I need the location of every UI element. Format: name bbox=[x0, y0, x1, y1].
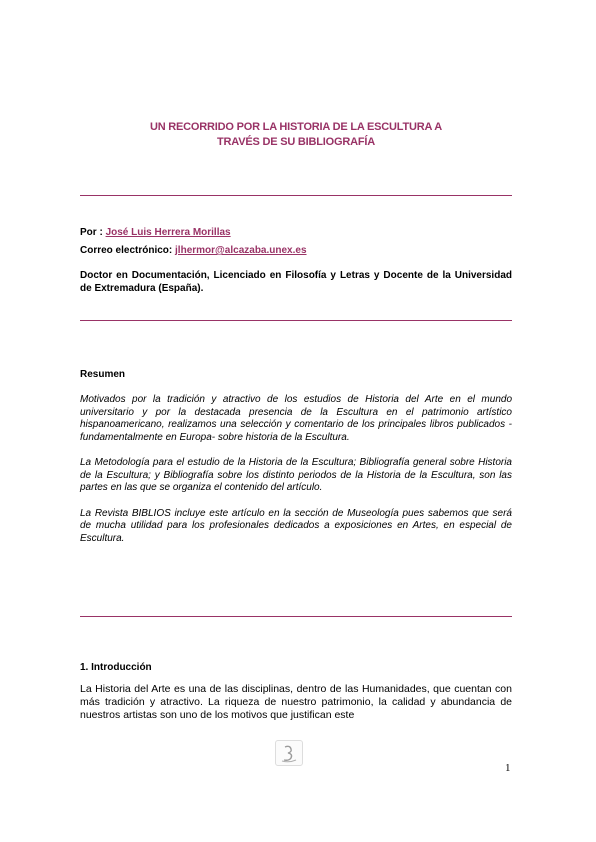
divider-rule bbox=[80, 195, 512, 196]
abstract-paragraph: Motivados por la tradición y atractivo de los estudios de Historia del Arte en el mundo universitario y por la destacada presencia de la Escultura en el patrimonio artístico hispanoamericano, realizamos una selección y comentario de los principales libros publicados -fundamentalmente en Europa- sobre historia de la Escultura. bbox=[80, 394, 512, 443]
abstract-paragraph: La Metodología para el estudio de la Historia de la Escultura; Bibliografía general sobre Historia de la Escultura; y Bibliografía sobre los distinto periodos de la Historia de la Escultura, son las partes en las que se organiza el contenido del artículo. bbox=[80, 457, 512, 493]
title-line-1: UN RECORRIDO POR LA HISTORIA DE LA ESCULTURA A bbox=[149, 121, 443, 133]
email-link[interactable]: jlhermor@alcazaba.unex.es bbox=[175, 245, 307, 256]
author-link[interactable]: José Luis Herrera Morillas bbox=[105, 227, 231, 238]
author-credentials: Doctor en Documentación, Licenciado en Filosofía y Letras y Docente de la Universidad de Extremadura (España). bbox=[80, 270, 512, 294]
abstract-heading: Resumen bbox=[80, 369, 126, 380]
document-title bbox=[80, 120, 512, 150]
abstract-paragraph: La Revista BIBLIOS incluye este artículo en la sección de Museología pues sabemos que será de mucha utilidad para los profesionales dedicados a exposiciones en Artes, en especial de Escultura. bbox=[80, 507, 512, 544]
author-block bbox=[80, 227, 512, 295]
email-prefix: Correo electrónico: bbox=[80, 245, 176, 256]
section-body-text: La Historia del Arte es una de las disciplinas, dentro de las Humanidades, que cuentan con más tradición y atractivo. La riqueza de nuestro patrimonio, la calidad y abundancia de nuestros artistas son uno de los motivos que justifican este bbox=[80, 683, 512, 721]
section-heading: 1. Introducción bbox=[80, 662, 152, 673]
page-number: 1 bbox=[505, 762, 511, 774]
author-prefix: Por : bbox=[80, 227, 106, 238]
divider-rule bbox=[80, 320, 512, 321]
divider-rule bbox=[80, 616, 512, 617]
biblios-logo-icon bbox=[275, 740, 303, 766]
author-line bbox=[80, 227, 512, 239]
abstract-body bbox=[80, 394, 512, 558]
title-line-2: TRAVÉS DE SU BIBLIOGRAFÍA bbox=[217, 136, 375, 148]
email-line bbox=[80, 245, 512, 257]
